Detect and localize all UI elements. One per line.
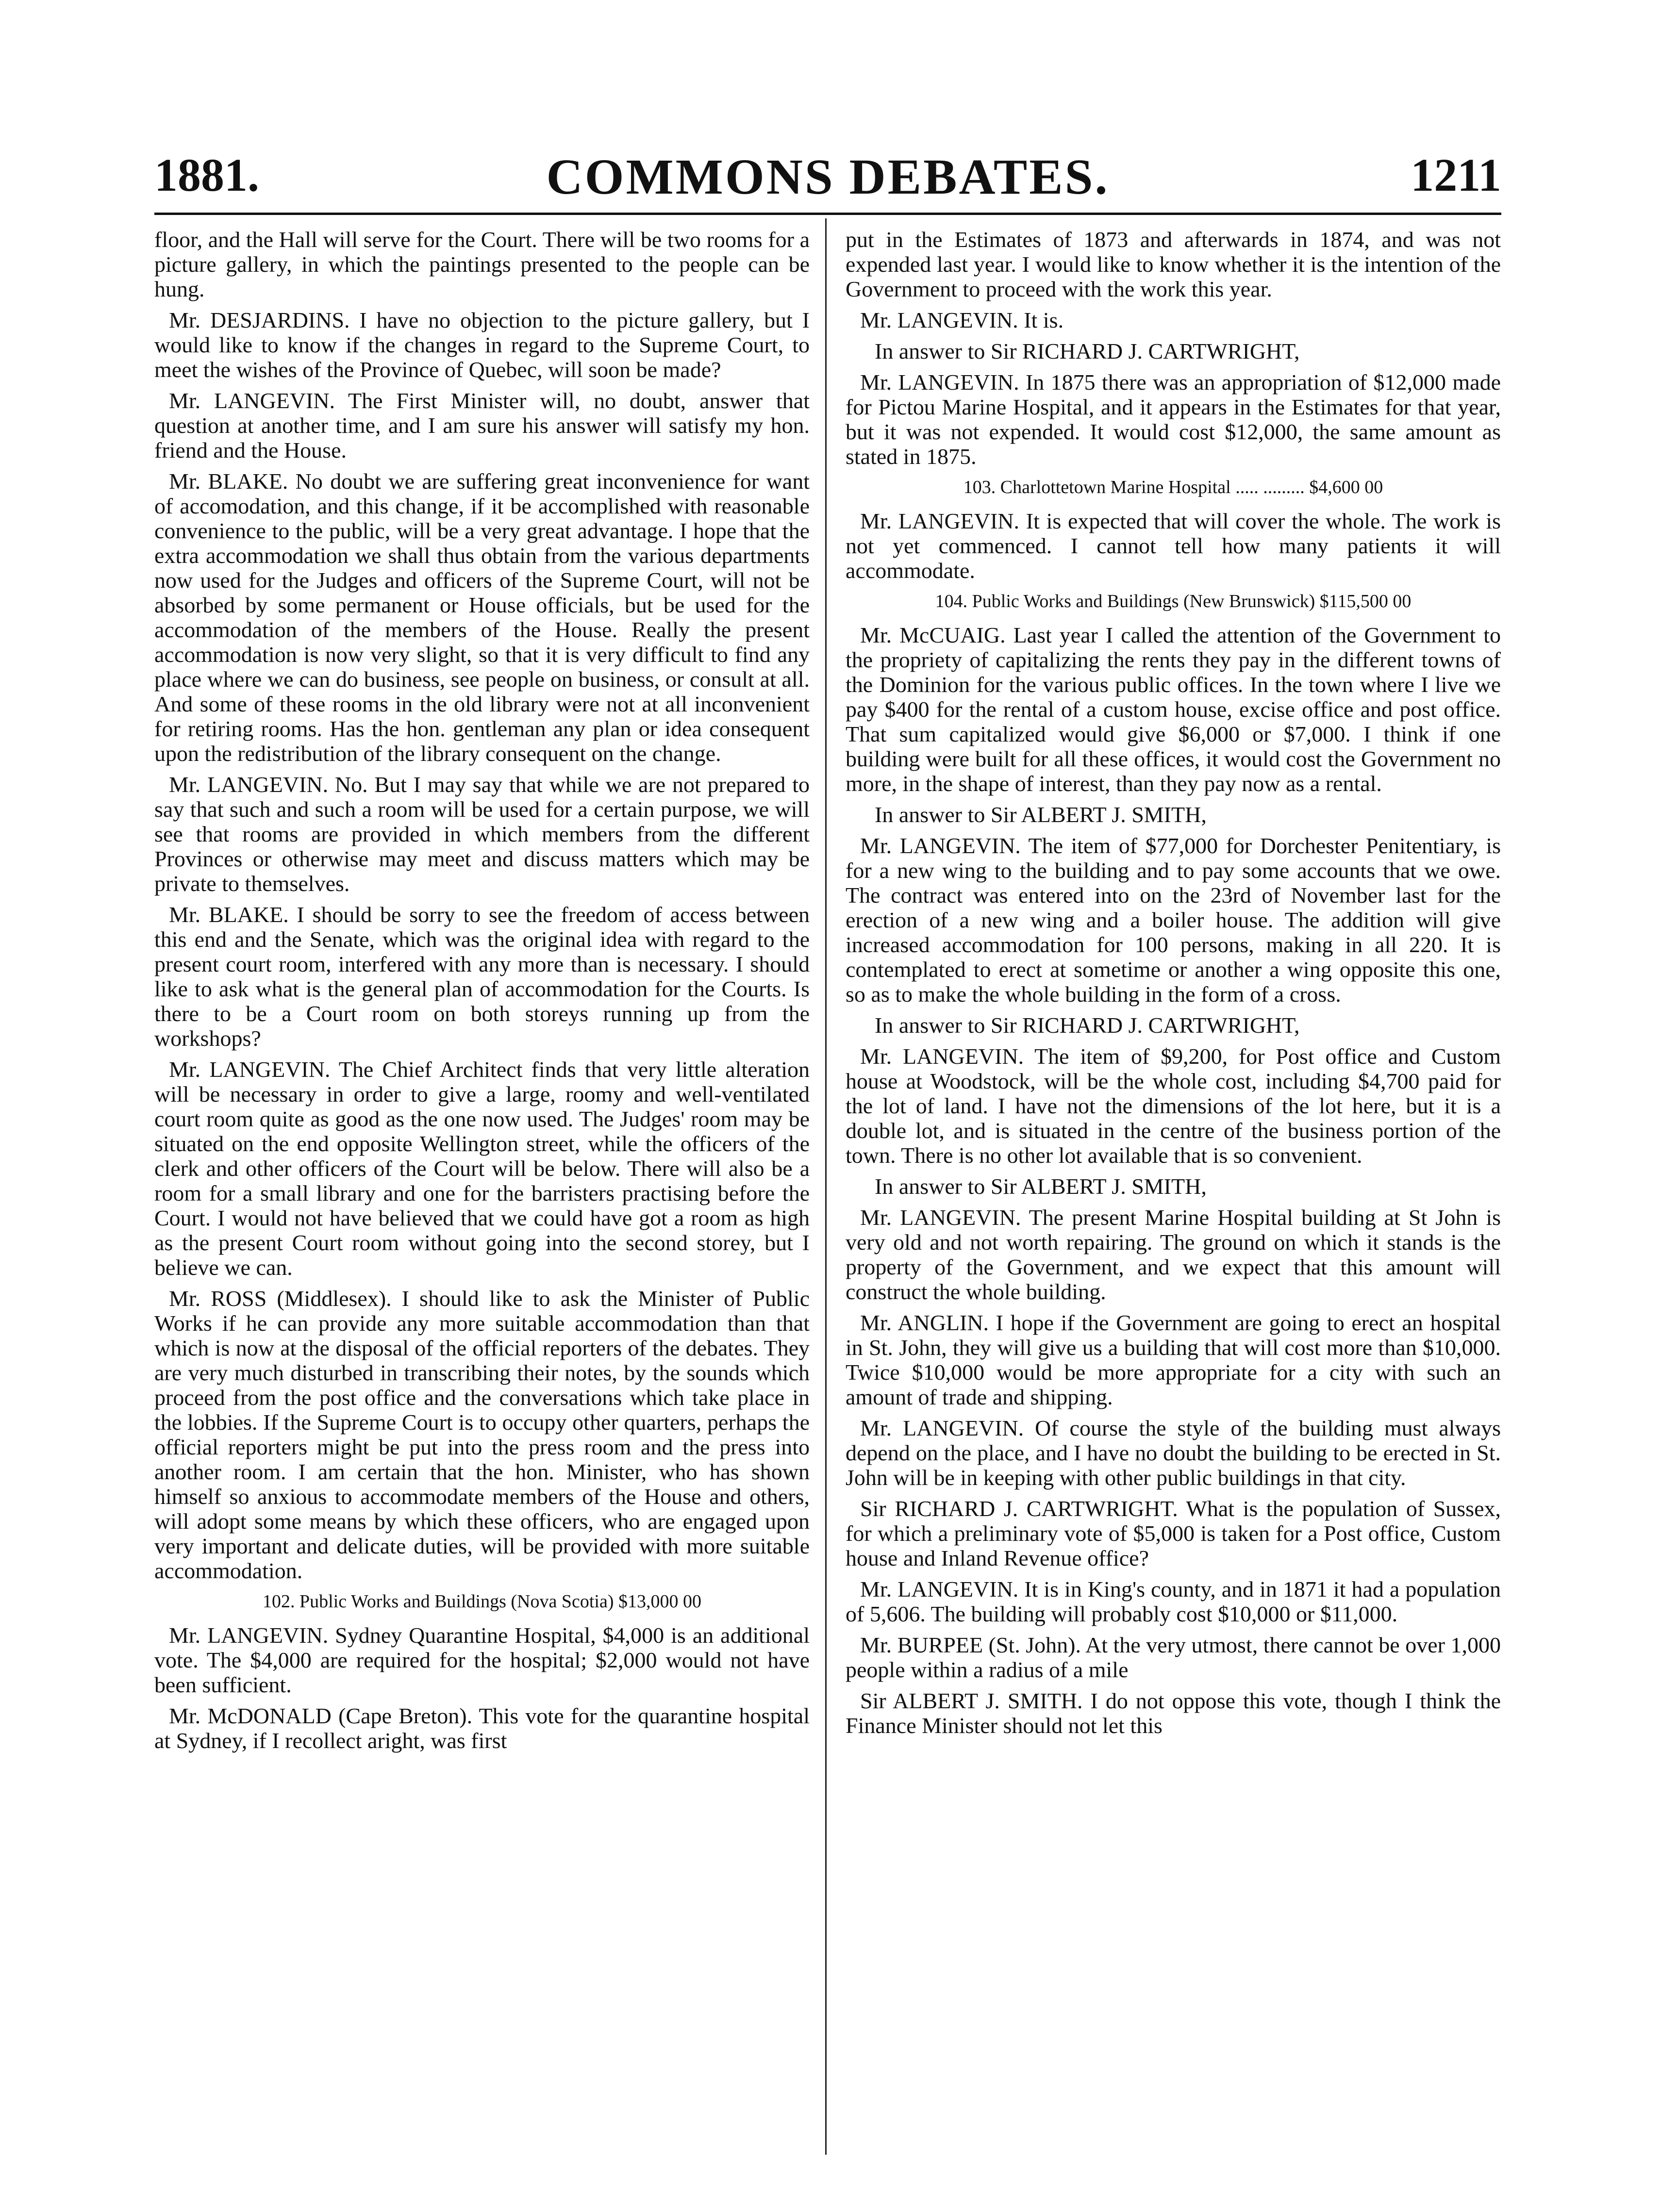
speech-paragraph	[154, 227, 810, 301]
speech-text: I do not oppose this vote, though I think the Finance Minister should not let this	[846, 1688, 1501, 1738]
header-year: 1881.	[154, 149, 259, 201]
speaker-name: Mr. McCUAIG.	[860, 623, 1006, 647]
speech-text: No doubt we are suffering great inconvenience for want of accomodation, and this change, if it be accomplished with reasonable convenience to the public, will be a very great advantage. I hope that the extra accommodation we shall thus obtain from the various departments now used for the Judges and officers of the Supreme Court, will not be absorbed by some permanent or House officials, but be used for the accommodation of the members of the House. Really the present accommodation is now very slight, so that it is very difficult to find any place where we can do business, see people on business, or consult at all. And some of these rooms in the old library were not at all inconvenient for retiring rooms. Has the hon. gentleman any plan or idea consequent upon the redistribution of the library consequent on the change.	[154, 469, 810, 766]
speech-text: No. But I may say that while we are not prepared to say that such and such a room will be used for a certain purpose, we will see that rooms are provided in which members from the different Provinces or otherwise may meet and discuss matters which may be private to themselves.	[154, 772, 810, 896]
speech-text: The Chief Architect finds that very little alteration will be necessary in order to give a large, roomy and well-ventilated court room quite as good as the one now used. The Judges' room may be situated on the end opposite Wellington street, while the officers of the clerk and other officers of the Court will be below. There will also be a room for a small library and one for the barristers practising before the Court. I would not have believed that we could have got a room as high as the present Court room without going into the second storey, but I believe we can.	[154, 1057, 810, 1280]
speech-paragraph	[154, 902, 810, 1051]
speech-paragraph	[846, 833, 1501, 1007]
right-column	[846, 227, 1501, 2154]
speech-paragraph	[846, 1496, 1501, 1570]
speaker-name: Mr. McDONALD (Cape Breton).	[169, 1703, 473, 1728]
speech-text: At the very utmost, there cannot be over 1,000 people within a radius of a mile	[846, 1633, 1501, 1682]
speaker-name: Mr. ROSS (Middlesex).	[169, 1286, 392, 1311]
answer-line: In answer to Sir RICHARD J. CARTWRIGHT,	[875, 339, 1300, 363]
speech-paragraph	[846, 1577, 1501, 1626]
speaker-name: Mr. LANGEVIN.	[860, 308, 1018, 332]
speaker-name: Mr. LANGEVIN.	[860, 1416, 1024, 1440]
speech-paragraph	[846, 370, 1501, 469]
answer-line: In answer to Sir ALBERT J. SMITH,	[875, 1174, 1207, 1199]
speaker-name: Mr. BLAKE.	[169, 902, 289, 927]
header-title: COMMONS DEBATES.	[546, 149, 1110, 205]
answer-line: In answer to Sir ALBERT J. SMITH,	[875, 802, 1207, 827]
speech-paragraph	[154, 1703, 810, 1753]
speech-text: The present Marine Hospital building at St John is very old and not worth repairing. The ground on which it stands is the property of the Government, and we expect that this amount will construct the whole building.	[846, 1205, 1501, 1304]
speech-text: Last year I called the attention of the Government to the propriety of capitalizing the rents they pay in the different towns of the Dominion for the various public offices. In the town where I live we pay $400 for the rental of a custom house, excise office and post office. That sum capitalized would give $6,000 or $7,000. I think if one building were built for all these offices, it would cost the Government no more, in the shape of interest, than they pay now as a rental.	[846, 623, 1501, 796]
speech-paragraph	[154, 308, 810, 382]
speaker-name: Mr. LANGEVIN.	[860, 370, 1019, 395]
speech-text: Of course the style of the building must always depend on the place, and I have no doubt the building to be erected in St. John will be in keeping with other public buildings in that city.	[846, 1416, 1501, 1490]
estimate-item: 102. Public Works and Buildings (Nova Scotia) $13,000 00	[263, 1591, 701, 1612]
speech-text: floor, and the Hall will serve for the Court. There will be two rooms for a picture gallery, in which the paintings presented to the people can be hung.	[154, 227, 810, 301]
speech-paragraph	[846, 1205, 1501, 1304]
speech-paragraph	[846, 623, 1501, 796]
speech-text: In 1875 there was an appropriation of $12,000 made for Pictou Marine Hospital, and it appears in the Estimates for that year, but it was not expended. It would cost $12,000, the same amount as stated in 1875.	[846, 370, 1501, 469]
speech-paragraph	[846, 1310, 1501, 1409]
header-page-number: 1211	[1411, 149, 1501, 201]
speaker-name: Mr. LANGEVIN.	[860, 1044, 1024, 1069]
speech-text: What is the population of Sussex, for which a preliminary vote of $5,000 is taken for a Post office, Custom house and Inland Revenue office?	[846, 1496, 1501, 1570]
speech-text: The item of $9,200, for Post office and Custom house at Woodstock, will be the whole cost, including $4,700 paid for the lot of land. I have not the dimensions of the lot here, but it is a double lot, and is situated in the centre of the business portion of the town. There is no other lot available that is so convenient.	[846, 1044, 1501, 1168]
speaker-name: Mr. LANGEVIN.	[860, 509, 1020, 533]
speaker-name: Mr. LANGEVIN.	[169, 1623, 329, 1648]
speech-text: The item of $77,000 for Dorchester Penitentiary, is for a new wing to the building and to pay some accounts that we owe. The contract was entered into on the 23rd of November last for the erection of a new wing and a boiler house. The addition will give increased accommodation for 100 persons, making in all 220. It is contemplated to erect at sometime or another a wing opposite this one, so as to make the whole building in the form of a cross.	[846, 833, 1501, 1007]
speaker-name: Sir ALBERT J. SMITH.	[860, 1688, 1083, 1713]
estimate-item: 103. Charlottetown Marine Hospital ..... ......... $4,600 00	[963, 477, 1383, 497]
speech-paragraph	[846, 1416, 1501, 1490]
header-rule	[154, 213, 1501, 215]
speaker-name: Mr. LANGEVIN.	[860, 833, 1021, 858]
speech-paragraph	[846, 227, 1501, 301]
speech-paragraph	[154, 1286, 810, 1583]
answer-line: In answer to Sir RICHARD J. CARTWRIGHT,	[875, 1013, 1300, 1038]
speech-text: It is expected that will cover the whole. The work is not yet commenced. I cannot tell how many patients it will accommodate.	[846, 509, 1501, 583]
speech-text: I should like to ask the Minister of Public Works if he can provide any more suitable accommodation than that which is now at the disposal of the official reporters of the debates. They are very much disturbed in transcribing their notes, by the sounds which proceed from the post office and the conversations which take place in the lobbies. If the Supreme Court is to occupy other quarters, perhaps the official reporters might be put into the press room and the press into another room. I am certain that the hon. Minister, who has shown himself so anxious to accommodate members of the House and others, will adopt some means by which these officers, who are engaged upon very important and delicate duties, will be provided with more suitable accommodation.	[154, 1286, 810, 1583]
speech-paragraph	[846, 509, 1501, 583]
speaker-name: Mr. DESJARDINS.	[169, 308, 350, 332]
speech-text: The First Minister will, no doubt, answer that question at another time, and I am sure his answer will satisfy my hon. friend and the House.	[154, 388, 810, 462]
column-divider	[825, 218, 827, 2155]
speaker-name: Mr. ANGLIN.	[860, 1310, 989, 1335]
speaker-name: Mr. LANGEVIN.	[860, 1205, 1021, 1230]
speech-text: It is in King's county, and in 1871 it had a population of 5,606. The building will probably cost $10,000 or $11,000.	[846, 1577, 1501, 1626]
speech-paragraph	[846, 1633, 1501, 1682]
speech-paragraph	[846, 1044, 1501, 1168]
speech-text: I hope if the Government are going to erect an hospital in St. John, they will give us a building that will cost more than $10,000. Twice $10,000 would be more appropriate for a city with such an amount of trade and shipping.	[846, 1310, 1501, 1409]
speaker-name: Sir RICHARD J. CARTWRIGHT.	[860, 1496, 1178, 1521]
speech-paragraph	[154, 772, 810, 896]
speech-paragraph	[154, 1623, 810, 1697]
speech-text: I should be sorry to see the freedom of access between this end and the Senate, which was the original idea with regard to the present court room, interfered with any more than is necessary. I should like to ask what is the general plan of accommodation for the Courts. Is there to be a Court room on both storeys running up from the workshops?	[154, 902, 810, 1051]
speech-text: I have no objection to the picture gallery, but I would like to know if the changes in regard to the Supreme Court, to meet the wishes of the Province of Quebec, will soon be made?	[154, 308, 810, 382]
speaker-name: Mr. LANGEVIN.	[169, 388, 335, 413]
speaker-name: Mr. BURPEE (St. John).	[860, 1633, 1081, 1657]
speaker-name: Mr. BLAKE.	[169, 469, 288, 494]
speaker-name: Mr. LANGEVIN.	[860, 1577, 1019, 1601]
speech-paragraph	[154, 1057, 810, 1280]
speech-text: put in the Estimates of 1873 and afterwards in 1874, and was not expended last year. I would like to know whether it is the intention of the Government to proceed with the work this year.	[846, 227, 1501, 301]
speech-text: It is.	[1018, 308, 1064, 332]
speaker-name: Mr. LANGEVIN.	[169, 1057, 331, 1082]
speech-text: This vote for the quarantine hospital at Sydney, if I recollect aright, was first	[154, 1703, 810, 1753]
speech-paragraph	[154, 469, 810, 766]
page-header	[154, 148, 1501, 206]
speech-paragraph	[846, 1688, 1501, 1738]
speech-paragraph	[154, 388, 810, 462]
speech-paragraph	[846, 308, 1501, 332]
speaker-name: Mr. LANGEVIN.	[169, 772, 329, 797]
left-column	[154, 227, 810, 2154]
speech-text: Sydney Quarantine Hospital, $4,000 is an additional vote. The $4,000 are required for the hospital; $2,000 would not have been sufficient.	[154, 1623, 810, 1697]
estimate-item: 104. Public Works and Buildings (New Brunswick) $115,500 00	[935, 591, 1412, 611]
